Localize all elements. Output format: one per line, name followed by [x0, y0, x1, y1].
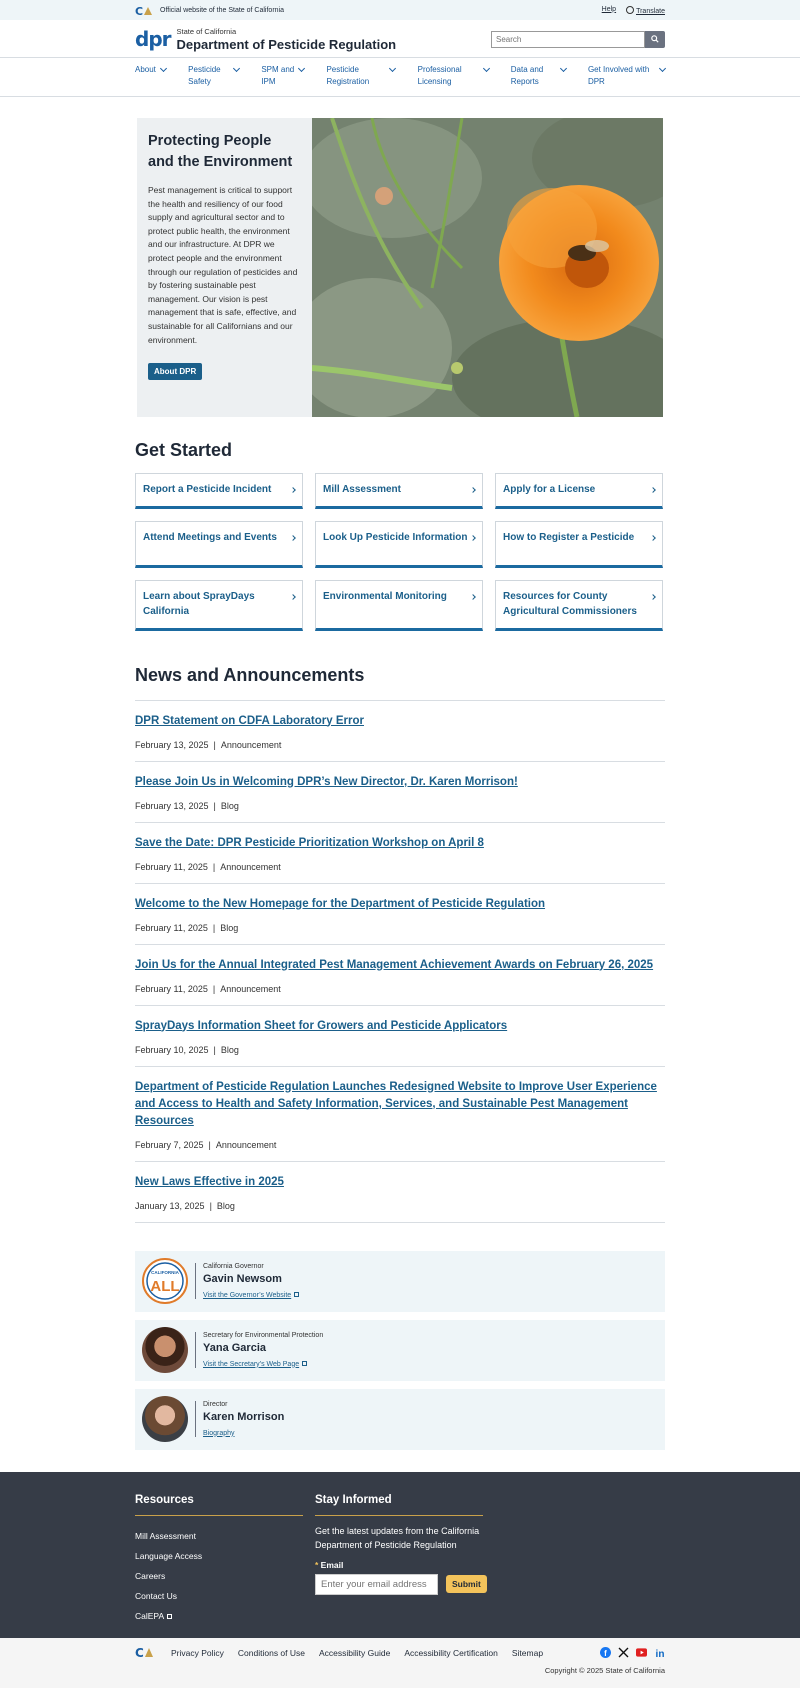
divider	[195, 1332, 196, 1368]
search-form	[491, 31, 665, 48]
x-icon[interactable]	[618, 1647, 629, 1658]
chevron-down-icon	[659, 65, 666, 72]
svg-text:f: f	[604, 1649, 607, 1658]
card-environmental-monitoring[interactable]: Environmental Monitoring	[315, 580, 483, 631]
main-navigation	[0, 58, 800, 97]
card-attend-meetings[interactable]: Attend Meetings and Events	[135, 521, 303, 568]
footer-stay-informed	[315, 1494, 483, 1626]
site-footer	[0, 1472, 800, 1638]
external-link-icon	[302, 1361, 307, 1366]
badge-top-text: CALIFORNIA	[151, 1270, 179, 1275]
chevron-right-icon	[470, 487, 476, 493]
news-link[interactable]: Save the Date: DPR Pesticide Prioritization Workshop on April 8	[135, 836, 484, 849]
footer-link-calepa[interactable]: CalEPA	[135, 1606, 303, 1626]
news-link[interactable]: Join Us for the Annual Integrated Pest Management Achievement Awards on February 26, 2025	[135, 958, 654, 971]
leader-role: Secretary for Environmental Protection	[203, 1331, 324, 1339]
leader-role: California Governor	[203, 1262, 264, 1270]
news-link[interactable]: Department of Pesticide Regulation Launches Redesigned Website to Improve User Experience and Access to Health and Safety Information, Services, and Sustainable Pest Management Resources	[135, 1080, 657, 1127]
news-meta: January 13, 2025 | Blog	[135, 1200, 235, 1211]
news-meta: February 11, 2025 | Announcement	[135, 861, 281, 872]
hero-body: Pest management is critical to support the health and resiliency of our food supply and agricultural sector and to protect public health, the environment and our infrastructure. At DPR we protect people and the environment through our regulation of pesticides and by fostering sustainable pest management. Our vision is pest management that is safe, effective, and sustainable for all Californians and our environment.	[148, 185, 298, 345]
california-for-all-badge	[142, 1258, 188, 1304]
svg-text:in: in	[655, 1648, 664, 1658]
chevron-right-icon	[650, 594, 656, 600]
brand-home-link[interactable]	[135, 27, 396, 52]
news-link[interactable]: Welcome to the New Homepage for the Department of Pesticide Regulation	[135, 897, 546, 910]
leader-governor	[135, 1251, 665, 1312]
svg-text:C: C	[135, 1645, 144, 1658]
news-item	[135, 762, 665, 823]
get-started-grid	[135, 473, 665, 631]
nav-spm-ipm[interactable]: SPM and IPM	[261, 64, 304, 88]
card-mill-assessment[interactable]: Mill Assessment	[315, 473, 483, 509]
ca-gov-footer-logo-icon[interactable]	[135, 1646, 157, 1660]
divider	[195, 1263, 196, 1299]
resources-heading: Resources	[135, 1494, 303, 1516]
news-item	[135, 945, 665, 1006]
facebook-icon[interactable]	[600, 1647, 611, 1658]
news-meta: February 13, 2025 | Blog	[135, 800, 239, 811]
leader-director	[135, 1389, 665, 1450]
external-link-icon	[167, 1614, 172, 1619]
site-header	[0, 20, 800, 58]
nav-data-reports[interactable]: Data and Reports	[511, 64, 566, 88]
chevron-right-icon	[290, 594, 296, 600]
accessibility-certification-link[interactable]: Accessibility Certification	[404, 1647, 498, 1658]
accessibility-guide-link[interactable]: Accessibility Guide	[319, 1647, 391, 1658]
email-label: * Email	[315, 1559, 344, 1570]
get-started-heading: Get Started	[135, 440, 233, 460]
utility-bar	[0, 0, 800, 20]
news-meta: February 11, 2025 | Blog	[135, 922, 239, 933]
nav-pesticide-safety[interactable]: Pesticide Safety	[188, 64, 239, 88]
director-photo	[142, 1396, 188, 1442]
divider	[195, 1401, 196, 1437]
nav-professional-licensing[interactable]: Professional Licensing	[418, 64, 489, 88]
news-link[interactable]: DPR Statement on CDFA Laboratory Error	[135, 714, 364, 727]
news-item	[135, 701, 665, 762]
chevron-down-icon	[389, 65, 396, 72]
director-biography-link[interactable]: Biography	[203, 1429, 235, 1437]
news-list	[135, 700, 665, 1223]
ca-gov-logo-icon[interactable]	[135, 5, 155, 16]
chevron-right-icon	[290, 487, 296, 493]
card-county-commissioners[interactable]: Resources for County Agricultural Commissioners	[495, 580, 663, 631]
privacy-policy-link[interactable]: Privacy Policy	[171, 1647, 224, 1658]
chevron-right-icon	[650, 487, 656, 493]
bottom-bar	[0, 1638, 800, 1688]
search-icon	[651, 35, 659, 43]
chevron-down-icon	[233, 65, 240, 72]
news-link[interactable]: New Laws Effective in 2025	[135, 1175, 284, 1188]
nav-about[interactable]: About	[135, 64, 166, 88]
hero-text-panel	[137, 118, 312, 417]
governor-website-link[interactable]: Visit the Governor’s Website	[203, 1292, 299, 1299]
chevron-down-icon	[560, 65, 567, 72]
chevron-down-icon	[483, 65, 490, 72]
nav-pesticide-registration[interactable]: Pesticide Registration	[326, 64, 395, 88]
news-meta: February 10, 2025 | Blog	[135, 1044, 239, 1055]
card-apply-license[interactable]: Apply for a License	[495, 473, 663, 509]
svg-text:C: C	[135, 4, 144, 16]
badge-main-text: ALL	[150, 1278, 180, 1295]
news-heading: News and Announcements	[135, 664, 365, 685]
news-meta: February 13, 2025 | Announcement	[135, 739, 282, 750]
department-name: Department of Pesticide Regulation	[176, 36, 397, 52]
about-dpr-button[interactable]: About DPR	[148, 363, 202, 380]
dpr-logo: dpr	[135, 27, 171, 51]
sitemap-link[interactable]: Sitemap	[511, 1647, 544, 1658]
nav-get-involved[interactable]: Get Involved with DPR	[588, 64, 665, 88]
help-link[interactable]: Help	[601, 5, 617, 13]
news-meta: February 7, 2025 | Announcement	[135, 1139, 277, 1150]
linkedin-icon[interactable]	[654, 1647, 665, 1658]
hero-section	[137, 118, 663, 417]
state-label: State of California	[176, 26, 237, 36]
chevron-right-icon	[650, 535, 656, 541]
card-report-incident[interactable]: Report a Pesticide Incident	[135, 473, 303, 509]
chevron-down-icon	[298, 65, 305, 72]
youtube-icon[interactable]	[636, 1647, 647, 1658]
stay-informed-heading: Stay Informed	[315, 1494, 483, 1516]
leader-name: Gavin Newsom	[203, 1272, 282, 1285]
hero-title: Protecting People and the Environment	[148, 133, 293, 170]
leader-name: Karen Morrison	[203, 1410, 285, 1423]
secretary-webpage-link[interactable]: Visit the Secretary’s Web Page	[203, 1361, 307, 1368]
chevron-right-icon	[470, 594, 476, 600]
external-link-icon	[294, 1292, 299, 1297]
chevron-right-icon	[290, 535, 296, 541]
leadership-section	[135, 1251, 665, 1450]
translate-link[interactable]	[626, 6, 665, 15]
official-notice	[135, 5, 284, 16]
news-item	[135, 1162, 665, 1223]
footer-link-careers[interactable]: Careers	[135, 1570, 166, 1581]
conditions-of-use-link[interactable]: Conditions of Use	[237, 1647, 305, 1658]
footer-link-language-access[interactable]: Language Access	[135, 1550, 203, 1561]
card-look-up-pesticide[interactable]: Look Up Pesticide Information	[315, 521, 483, 568]
news-item	[135, 823, 665, 884]
search-button[interactable]	[645, 31, 665, 48]
footer-resources	[135, 1494, 303, 1626]
globe-icon	[626, 6, 634, 14]
secretary-photo	[142, 1327, 188, 1373]
copyright: Copyright © 2025 State of California	[544, 1665, 665, 1675]
translate-label: Translate	[636, 7, 665, 15]
leader-role: Director	[203, 1400, 228, 1408]
card-spraydays[interactable]: Learn about SprayDays California	[135, 580, 303, 631]
news-link[interactable]: Please Join Us in Welcoming DPR’s New Director, Dr. Karen Morrison!	[135, 775, 518, 788]
card-register-pesticide[interactable]: How to Register a Pesticide	[495, 521, 663, 568]
footer-link-contact-us[interactable]: Contact Us	[135, 1590, 178, 1601]
news-item	[135, 1067, 665, 1162]
social-links	[600, 1647, 665, 1658]
official-text: Official website of the State of California	[160, 6, 284, 14]
news-link[interactable]: SprayDays Information Sheet for Growers and Pesticide Applicators	[135, 1019, 508, 1032]
stay-informed-description: Get the latest updates from the California Department of Pesticide Regulation	[315, 1525, 480, 1550]
chevron-down-icon	[160, 65, 167, 72]
search-input[interactable]	[491, 31, 645, 48]
news-item	[135, 1006, 665, 1067]
submit-button[interactable]: Submit	[446, 1575, 487, 1593]
email-input[interactable]	[315, 1574, 438, 1595]
news-meta: February 11, 2025 | Announcement	[135, 983, 281, 994]
news-item	[135, 884, 665, 945]
chevron-right-icon	[470, 535, 476, 541]
leader-name: Yana Garcia	[203, 1341, 266, 1354]
hero-image-poppy	[312, 118, 663, 417]
leader-secretary	[135, 1320, 665, 1381]
footer-link-mill-assessment[interactable]: Mill Assessment	[135, 1530, 196, 1541]
